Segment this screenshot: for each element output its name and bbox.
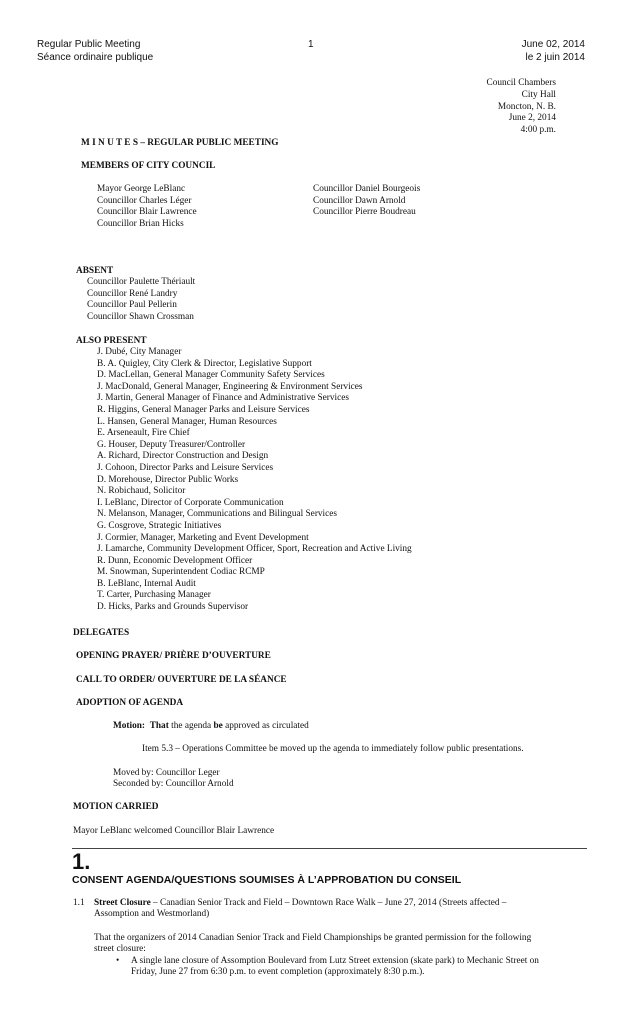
- seconded-by: Seconded by: Councillor Arnold: [113, 779, 234, 789]
- item-paragraph-cont: street closure:: [94, 944, 146, 954]
- header-date-fr: le 2 juin 2014: [525, 52, 585, 63]
- item-description: – Canadian Senior Track and Field – Downtown Race Walk – June 27, 2014 (Streets affected –: [153, 898, 507, 908]
- item-description-cont: Assomption and Westmorland): [94, 909, 210, 919]
- staff-name: J. Lamarche, Community Development Officer, Sport, Recreation and Active Living: [97, 544, 412, 555]
- location-line: 4:00 p.m.: [520, 125, 556, 136]
- location-line: June 2, 2014: [508, 113, 556, 124]
- staff-name: A. Richard, Director Construction and Design: [97, 451, 269, 462]
- staff-name: M. Snowman, Superintendent Codiac RCMP: [97, 567, 265, 578]
- location-line: Council Chambers: [486, 78, 556, 88]
- staff-name: R. Dunn, Economic Development Officer: [97, 555, 253, 566]
- adoption-heading: ADOPTION OF AGENDA: [76, 698, 184, 708]
- motion-label: Motion:: [113, 721, 146, 731]
- absent-name: Councillor Paul Pellerin: [87, 300, 177, 311]
- header-title: [37, 38, 153, 64]
- header-title-en: Regular Public Meeting: [37, 39, 141, 50]
- members-col2: [313, 184, 420, 219]
- bullet-text: A single lane closure of Assomption Boulevard from Lutz Street extension (skate park) to Mechanic Street on: [131, 956, 539, 966]
- opening-prayer-heading: OPENING PRAYER/ PRIÈRE D’OUVERTURE: [76, 651, 271, 661]
- staff-name: T. Carter, Purchasing Manager: [97, 590, 211, 601]
- motion-body-1: the agenda: [171, 721, 212, 731]
- moved-by: Moved by: Councillor Leger: [113, 768, 220, 778]
- item-heading: [94, 898, 506, 910]
- staff-name: N. Robichaud, Solicitor: [97, 486, 186, 497]
- call-to-order-heading: CALL TO ORDER/ OUVERTURE DE LA SÉANCE: [76, 675, 287, 685]
- member-name: Councillor Daniel Bourgeois: [313, 184, 421, 194]
- bullet-text-cont: Friday, June 27 from 6:30 p.m. to event completion (approximately 8:30 p.m.).: [131, 967, 425, 977]
- staff-name: B. A. Quigley, City Clerk & Director, Legislative Support: [97, 358, 312, 369]
- page-number: 1: [308, 39, 314, 50]
- absent-heading: ABSENT: [76, 266, 114, 276]
- staff-name: R. Higgins, General Manager Parks and Leisure Services: [97, 404, 310, 415]
- minutes-title: M I N U T E S – REGULAR PUBLIC MEETING: [81, 138, 279, 148]
- section-number: 1.: [72, 849, 91, 874]
- motion-that: That: [149, 721, 169, 731]
- staff-name: N. Melanson, Manager, Communications and Bilingual Services: [97, 509, 338, 520]
- absent-name: Councillor Shawn Crossman: [87, 311, 194, 322]
- staff-name: D. Hicks, Parks and Grounds Supervisor: [97, 602, 249, 613]
- bullet-icon: •: [116, 956, 120, 966]
- absent-name: Councillor Paulette Thériault: [87, 277, 196, 287]
- absent-name: Councillor René Landry: [87, 288, 178, 299]
- staff-name: G. Houser, Deputy Treasurer/Controller: [97, 439, 246, 450]
- item-number: 1.1: [73, 898, 85, 908]
- delegates-heading: DELEGATES: [73, 628, 130, 638]
- header-date-en: June 02, 2014: [521, 39, 585, 50]
- motion-body-2: approved as circulated: [225, 721, 309, 731]
- welcome-text: Mayor LeBlanc welcomed Councillor Blair Lawrence: [73, 826, 275, 836]
- absent-list: [87, 277, 195, 323]
- agenda-item-note: Item 5.3 – Operations Committee be moved up the agenda to immediately follow public presentations.: [142, 744, 524, 754]
- staff-name: B. LeBlanc, Internal Audit: [97, 578, 196, 589]
- staff-name: E. Arseneault, Fire Chief: [97, 428, 190, 439]
- item-paragraph: That the organizers of 2014 Canadian Senior Track and Field Championships be granted permission for the following: [94, 933, 532, 943]
- member-name: Councillor Dawn Arnold: [313, 195, 406, 206]
- location-block: [487, 78, 556, 137]
- staff-name: J. Martin, General Manager of Finance and Administrative Services: [97, 393, 349, 404]
- staff-name: J. Cohoon, Director Parks and Leisure Services: [97, 462, 274, 473]
- motion-text: [113, 721, 309, 733]
- motion-be: be: [213, 721, 223, 731]
- staff-name: J. MacDonald, General Manager, Engineering & Environment Services: [97, 381, 363, 392]
- staff-name: I. LeBlanc, Director of Corporate Communication: [97, 497, 284, 508]
- staff-name: G. Cosgrove, Strategic Initiatives: [97, 520, 222, 531]
- staff-name: J. Dubé, City Manager: [97, 347, 182, 357]
- header-title-fr: Séance ordinaire publique: [37, 52, 154, 63]
- staff-name: J. Cormier, Manager, Marketing and Event Development: [97, 532, 309, 543]
- members-heading: MEMBERS OF CITY COUNCIL: [81, 161, 216, 171]
- motion-result: MOTION CARRIED: [73, 802, 159, 812]
- location-line: City Hall: [521, 89, 556, 100]
- staff-name: D. Morehouse, Director Public Works: [97, 474, 239, 485]
- member-name: Councillor Brian Hicks: [97, 218, 184, 229]
- also-present-list: [97, 347, 412, 614]
- location-line: Moncton, N. B.: [497, 101, 556, 112]
- staff-name: D. MacLellan, General Manager Community Safety Services: [97, 370, 325, 381]
- member-name: Mayor George LeBlanc: [97, 184, 186, 194]
- header-date: [522, 38, 585, 64]
- staff-name: L. Hansen, General Manager, Human Resources: [97, 416, 277, 427]
- also-present-heading: ALSO PRESENT: [76, 336, 147, 346]
- member-name: Councillor Blair Lawrence: [97, 207, 197, 218]
- section-divider: [72, 848, 587, 849]
- item-title: Street Closure: [94, 898, 151, 908]
- members-col1: [97, 184, 197, 230]
- member-name: Councillor Pierre Boudreau: [313, 207, 416, 218]
- section-title: CONSENT AGENDA/QUESTIONS SOUMISES À L’APPROBATION DU CONSEIL: [72, 874, 462, 886]
- member-name: Councillor Charles Léger: [97, 195, 192, 206]
